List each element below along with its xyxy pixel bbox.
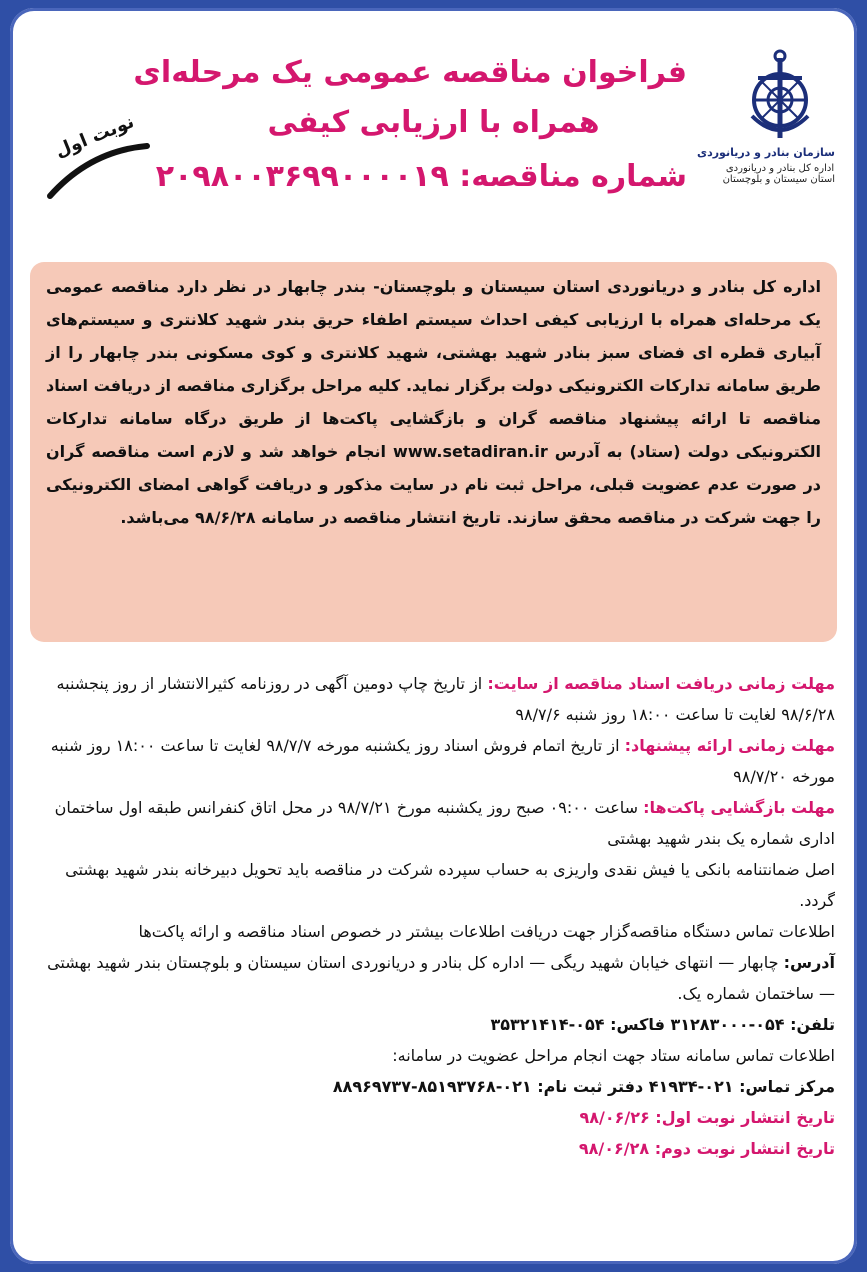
setad-intro: اطلاعات تماس سامانه ستاد جهت انجام مراحل عضویت در سامانه: [392,1046,835,1065]
header [10,26,857,256]
setad-center-label: مرکز تماس: [739,1077,835,1096]
tender-number: شماره مناقصه: ۲۰۹۸۰۰۳۶۹۹۰۰۰۰۱۹ [155,159,687,194]
title-line1: فراخوان مناقصه عمومی یک مرحله‌ای [133,55,687,90]
curve-stroke-icon [35,106,155,216]
org-name: سازمان بنادر و دریانوردی [697,146,835,159]
setad-contact [32,1071,835,1102]
address-label: آدرس: [783,953,835,972]
setad-center-value: ۰۲۱-۴۱۹۳۴ [648,1077,734,1096]
setad-office-value: ۰۲۱-۸۵۱۹۳۷۶۸-۸۸۹۶۹۷۳۷ [332,1077,532,1096]
address-text: چابهار — انتهای خیابان شهید ریگی — اداره کل بنادر و دریانوردی استان سیستان و بلوچستان بندر شهید بهشتی — ساختمان شماره یک. [47,953,835,1003]
phone-label: تلفن: [790,1015,835,1034]
publish-second-label: تاریخ انتشار نوبت دوم: [654,1139,835,1158]
organization-logo [697,48,835,185]
turn-label: نوبت اول [52,111,138,162]
contact-intro: اطلاعات تماس دستگاه مناقصه‌گزار جهت دریافت اطلاعات بیشتر در خصوص اسناد مناقصه و ارائه پاکت‌ها [138,922,835,941]
summary-box: اداره کل بنادر و دریانوردی استان سیستان و بلوچستان- بندر چابهار در نظر دارد مناقصه عمومی یک مرحله‌ای همراه با ارزیابی کیفی احداث سیستم اطفاء حریق بندر شهید کلانتری و سیستم‌های آبیاری قطره ای فضای سبز بنادر شهید بهشتی، شهید کلانتری و کوی مسکونی بندر چابهار را از طریق سامانه تدارکات الکترونیکی دولت برگزار نماید. کلیه مراحل برگزاری مناقصه از دریافت اسناد مناقصه تا ارائه پیشنهاد مناقصه گران و بازگشایی پاکت‌ها از طریق درگاه سامانه تدارکات الکترونیکی دولت (ستاد) به آدرس www.setadiran.ir انجام خواهد شد و لازم است مناقصه گران در صورت عدم عضویت قبلی، مراحل ثبت نام در سایت مذکور و دریافت گواهی امضای الکترونیکی را جهت شرکت در مناقصه محقق سازند. تاریخ انتشار مناقصه در سامانه ۹۸/۶/۲۸ می‌باشد. [30,262,837,642]
deadline-open-text: ساعت ۰۹:۰۰ صبح روز یکشنبه مورخ ۹۸/۷/۲۱ در محل اتاق کنفرانس طبقه اول ساختمان اداری شماره یک بندر شهید بهشتی [54,798,835,848]
deadline-open-label: مهلت بازگشایی پاکت‌ها: [643,798,835,817]
deadline-offer-text: از تاریخ اتمام فروش اسناد روز یکشنبه مورخه ۹۸/۷/۷ لغایت تا ساعت ۱۸:۰۰ روز شنبه مورخه ۹۸/۷/۲۰ [50,736,835,786]
setad-office-label: دفتر ثبت نام: [537,1077,644,1096]
deadline-open [32,792,835,854]
deadline-docs-text: از تاریخ چاپ دومین آگهی در روزنامه کثیرالانتشار از روز پنجشنبه ۹۸/۶/۲۸ لغایت تا ساعت ۱۸:۰۰ روز شنبه ۹۸/۷/۶ [56,674,835,724]
publish-first [32,1102,835,1133]
publish-first-value: ۹۸/۰۶/۲۶ [579,1108,650,1127]
tender-notice [10,8,857,1264]
deadline-docs [32,668,835,730]
deadline-docs-label: مهلت زمانی دریافت اسناد مناقصه از سایت: [487,674,835,693]
phone-line [32,1009,835,1040]
guarantee-note: اصل ضمانتنامه بانکی یا فیش نقدی واریزی به حساب سپرده شرکت در مناقصه باید تحویل دبیرخانه بندر شهید بهشتی گردد. [65,860,835,910]
deadline-offer-label: مهلت زمانی ارائه پیشنهاد: [624,736,835,755]
publish-second [32,1133,835,1164]
org-sub2: استان سیستان و بلوچستان [722,174,835,185]
title-line2: همراه با ارزیابی کیفی [267,105,600,140]
fax-label: فاکس: [610,1015,665,1034]
notice-title [133,48,687,206]
notice-body [32,668,835,1164]
address [32,947,835,1009]
publish-second-value: ۹۸/۰۶/۲۸ [578,1139,650,1158]
phone-value: ۰۵۴-۳۱۲۸۳۰۰۰ [670,1015,785,1034]
publish-first-label: تاریخ انتشار نوبت اول: [655,1108,835,1127]
anchor-emblem-icon [740,48,820,144]
turn-badge [35,106,155,216]
deadline-offer [32,730,835,792]
org-sub1: اداره کل بنادر و دریانوردی [725,163,835,174]
fax-value: ۰۵۴-۳۵۳۲۱۴۱۴ [490,1015,605,1034]
